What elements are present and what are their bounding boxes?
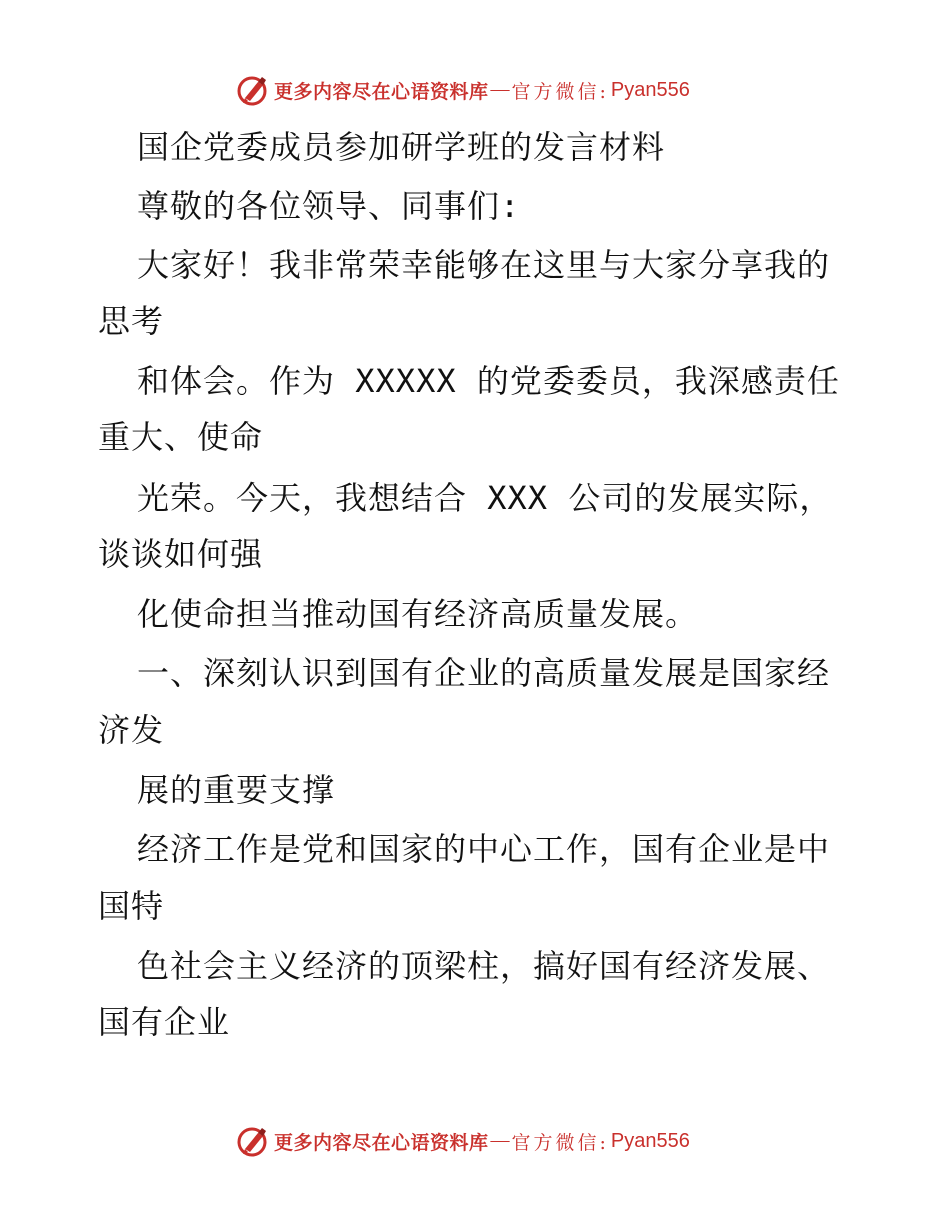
paragraph-line: 大家好！我非常荣幸能够在这里与大家分享我的 (137, 246, 831, 284)
paragraph-line: 谈谈如何强 (98, 535, 264, 573)
section-heading-line: 一、深刻认识到国有企业的高质量发展是国家经 (137, 654, 831, 692)
paragraph-line: 重大、使命 (98, 418, 264, 456)
paragraph-line: 光荣。今天，我想结合 XXX 公司的发展实际， (137, 479, 833, 517)
section-heading-line: 济发 (98, 711, 165, 749)
paragraph-line: 色社会主义经济的顶梁柱，搞好国有经济发展、 (137, 947, 831, 985)
paragraph-line: 国有企业 (98, 1003, 231, 1041)
watermark-brand: 更多内容尽在心语资料库 (274, 80, 489, 103)
watermark-dash: — (490, 79, 510, 100)
watermark-wechat-id: Pyan556 (610, 78, 690, 101)
document-title: 国企党委成员参加研学班的发言材料 (137, 128, 666, 166)
watermark-brand: 更多内容尽在心语资料库 (274, 1131, 489, 1154)
paragraph-line: 思考 (98, 302, 165, 340)
watermark-official: 官方微信: (511, 80, 609, 103)
pen-logo-icon (236, 1124, 270, 1158)
watermark-dash: — (490, 1130, 510, 1151)
watermark-wechat-id: Pyan556 (610, 1129, 690, 1152)
watermark-official: 官方微信: (511, 1131, 609, 1154)
pen-logo-icon (236, 73, 270, 107)
footer-watermark (236, 1121, 690, 1161)
salutation: 尊敬的各位领导、同事们: (137, 187, 521, 225)
paragraph-line: 国特 (98, 887, 165, 925)
header-watermark (236, 70, 690, 110)
paragraph-line: 和体会。作为 XXXXX 的党委委员，我深感责任 (137, 362, 840, 400)
section-heading-line: 展的重要支撑 (137, 771, 336, 809)
paragraph-line: 经济工作是党和国家的中心工作，国有企业是中 (137, 830, 831, 868)
paragraph-line: 化使命担当推动国有经济高质量发展。 (137, 595, 699, 633)
